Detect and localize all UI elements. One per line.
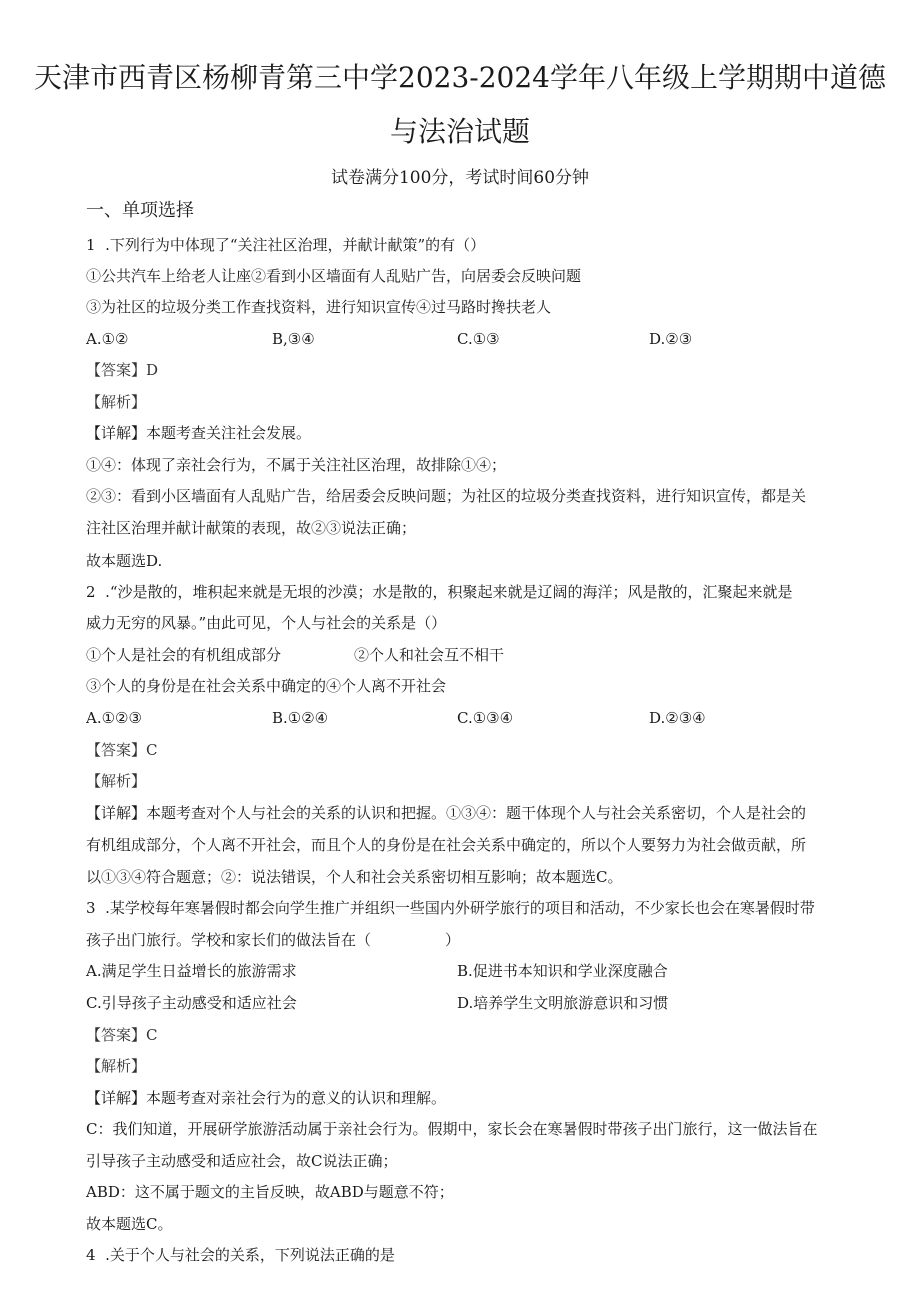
q3-stem-line2 [86,929,460,951]
q3-option-a: A.满足学生日益增长的旅游需求 [86,962,297,980]
q1-items-line1: ①公共汽车上给老人让座②看到小区墙面有人乱贴广告，向居委会反映问题 [86,267,582,285]
q2-option-a: A.①②③ [86,709,142,727]
q1-items-line2: ③为社区的垃圾分类工作查找资料，进行知识宣传④过马路时搀扶老人 [86,298,552,316]
q1-stem: 1 .下列行为中体现了“关注社区治理，并献计献策”的有（） [86,236,486,254]
q2-stem-line2: 威力无穷的风暴。”由此可见，个人与社会的关系是（） [86,614,447,632]
q3-detail: 【详解】本题考查对亲社会行为的意义的认识和理解。 [86,1089,447,1107]
q2-option-b: B.①②④ [272,709,329,727]
q3-stem-close: ） [445,931,461,949]
q1-explanation-1: ①④：体现了亲社会行为，不属于关注社区治理，故排除①④； [86,456,507,474]
q1-explanation-2a: ②③：看到小区墙面有人乱贴广告，给居委会反映问题；为社区的垃圾分类查找资料，进行知识宣传，都是关 [86,487,807,505]
q2-detail-line3: 以①③④符合题意；②：说法错误，个人和社会关系密切相互影响；故本题选C。 [86,868,623,886]
q2-detail-line2: 有机组成部分，个人离不开社会，而且个人的身份是在社会关系中确定的，所以个人要努力为社会做贡献，所 [86,836,807,854]
q2-stem-line1: 2 .“沙是散的，堆积起来就是无垠的沙漠；水是散的，积聚起来就是辽阔的海洋；风是散的，汇聚起来就是 [86,583,793,601]
q1-option-c: C.①③ [457,330,500,348]
document-title-line2: 与法治试题 [389,115,530,148]
q1-analysis-label: 【解析】 [86,393,147,411]
q1-answer: 【答案】D [86,361,159,379]
q2-answer: 【答案】C [86,741,158,759]
q2-item-1: ①个人是社会的有机组成部分 [86,646,282,664]
q3-stem-text: 孩子出门旅行。学校和家长们的做法旨在（ [86,931,372,949]
q3-option-c: C.引导孩子主动感受和适应社会 [86,994,297,1012]
q2-detail-line1: 【详解】本题考查对个人与社会的关系的认识和把握。①③④：题干体现个人与社会关系密切，个人是社会的 [86,804,807,822]
q1-option-b: B,③④ [272,330,315,348]
q2-items-line2: ③个人的身份是在社会关系中确定的④个人离不开社会 [86,677,447,695]
q1-explanation-2b: 注社区治理并献计献策的表现，故②③说法正确； [86,519,417,537]
q3-conclusion: 故本题选C。 [86,1215,173,1233]
q1-option-d: D.②③ [649,330,693,348]
q3-explanation-2: ABD：这不属于题文的主旨反映，故ABD与题意不符； [86,1183,454,1201]
q3-analysis-label: 【解析】 [86,1057,147,1075]
q1-conclusion: 故本题选D. [86,552,163,570]
q2-option-c: C.①③④ [457,709,514,727]
exam-info: 试卷满分100分，考试时间60分钟 [330,168,590,188]
document-title-line1: 天津市西青区杨柳青第三中学2023-2024学年八年级上学期期中道德 [34,61,886,94]
q3-explanation-1a: C：我们知道，开展研学旅游活动属于亲社会行为。假期中，家长会在寒暑假时带孩子出门旅行，这一做法旨在 [86,1120,818,1138]
q2-option-d: D.②③④ [649,709,706,727]
q3-stem-line1: 3 .某学校每年寒暑假时都会向学生推广并组织一些国内外研学旅行的项目和活动，不少家长也会在寒暑假时带 [86,899,815,917]
q1-detail: 【详解】本题考查关注社会发展。 [86,424,312,442]
q1-option-a: A.①② [86,330,129,348]
q3-option-d: D.培养学生文明旅游意识和习惯 [457,994,669,1012]
q3-answer: 【答案】C [86,1026,158,1044]
q3-explanation-1b: 引导孩子主动感受和适应社会，故C说法正确； [86,1152,398,1170]
q3-option-b: B.促进书本知识和学业深度融合 [457,962,668,980]
section-heading: 一、单项选择 [86,200,194,221]
q2-item-2: ②个人和社会互不相干 [354,646,505,664]
q4-stem: 4 .关于个人与社会的关系，下列说法正确的是 [86,1246,395,1264]
q2-analysis-label: 【解析】 [86,772,147,790]
